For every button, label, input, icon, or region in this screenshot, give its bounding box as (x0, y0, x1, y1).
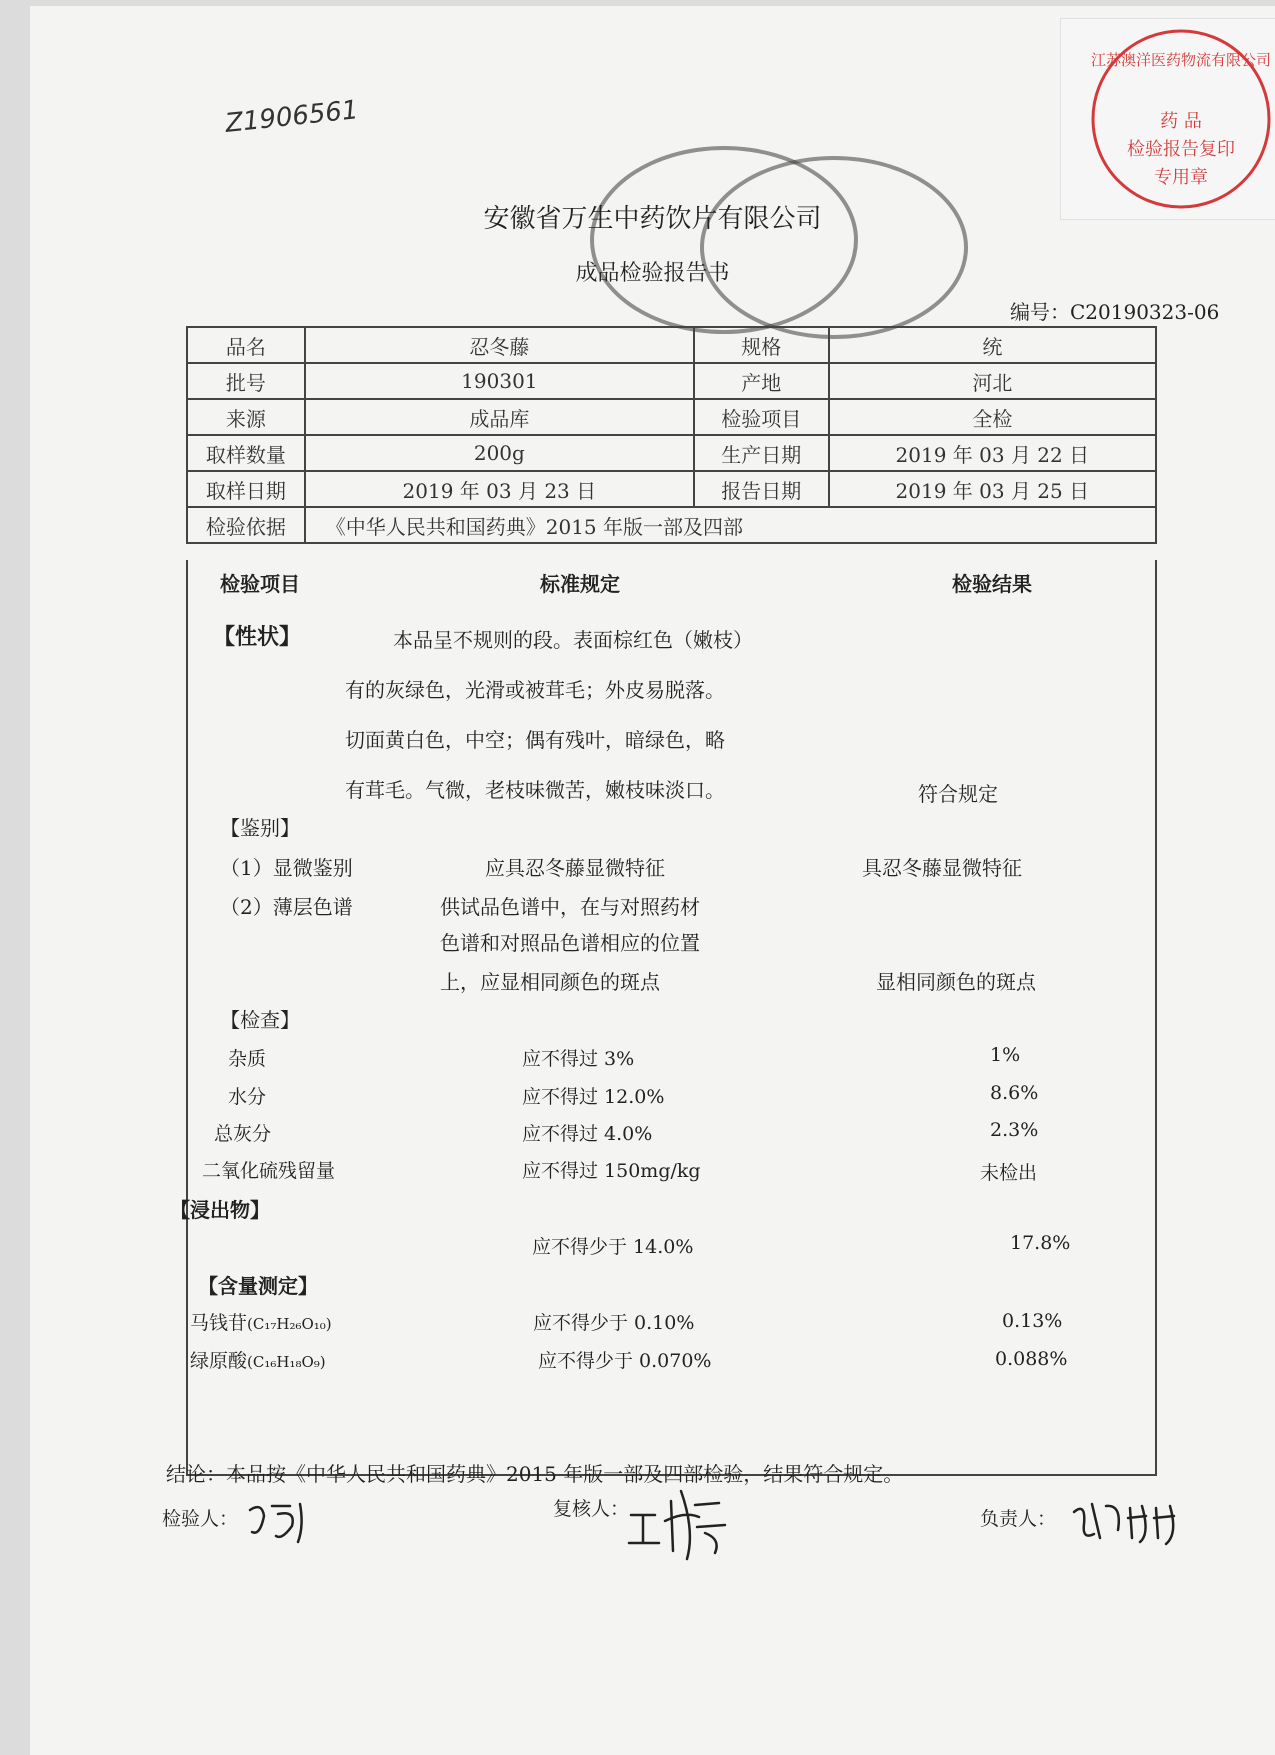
table-row (187, 435, 1156, 471)
jiancha-name: 杂质 (228, 1048, 267, 1070)
inspector-label: 检验人： (162, 1508, 239, 1530)
stamp-line-2: 检验报告复印 (1127, 139, 1235, 160)
product-name-value: 忍冬藤 (305, 327, 694, 363)
inspection-item-label: 检验项目 (694, 399, 829, 435)
jiancha-standard: 应不得过 150mg/kg (522, 1160, 701, 1182)
hanliang-name: 绿原酸 (190, 1350, 248, 1372)
tlc-label: （2）薄层色谱 (220, 895, 353, 919)
micro-label: （1）显微鉴别 (220, 856, 353, 880)
section-jianbie: 【鉴别】 (220, 816, 300, 840)
manager-signature (1070, 1494, 1190, 1552)
batch-value: 190301 (305, 363, 694, 399)
inspector-signature (242, 1496, 312, 1550)
hanliang-formula: (C₁₇H₂₆O₁₀) (247, 1315, 332, 1333)
basis-label: 检验依据 (187, 507, 305, 543)
hanliang-formula: (C₁₆H₁₈O₉) (247, 1353, 326, 1371)
micro-standard: 应具忍冬藤显微特征 (485, 856, 665, 880)
tlc-standard-line: 供试品色谱中，在与对照药材 (440, 895, 700, 919)
section-hanliang: 【含量测定】 (198, 1274, 318, 1298)
xingzhuang-result: 符合规定 (918, 782, 998, 806)
table-row (187, 507, 1156, 543)
origin-value: 河北 (829, 363, 1156, 399)
jiancha-result: 1% (990, 1044, 1021, 1066)
hanliang-result: 0.088% (995, 1348, 1068, 1370)
tlc-result: 显相同颜色的斑点 (876, 970, 1036, 994)
section-jiancha: 【检查】 (220, 1008, 300, 1032)
origin-label: 产地 (694, 363, 829, 399)
source-value: 成品库 (305, 399, 694, 435)
sample-date-value: 2019 年 03 月 23 日 (305, 471, 694, 507)
reviewer-signature (625, 1481, 735, 1565)
jinchuwu-standard: 应不得少于 14.0% (532, 1236, 694, 1258)
jiancha-name: 水分 (228, 1086, 267, 1108)
handwritten-code: Z1906561 (223, 95, 360, 139)
sample-qty-label: 取样数量 (187, 435, 305, 471)
table-row (187, 471, 1156, 507)
tlc-standard-line: 上，应显相同颜色的斑点 (440, 970, 660, 994)
source-label: 来源 (187, 399, 305, 435)
hanliang-standard: 应不得少于 0.070% (538, 1350, 712, 1372)
table-row (187, 399, 1156, 435)
jiancha-name: 二氧化硫残留量 (202, 1160, 336, 1182)
document-title: 成品检验报告书 (575, 261, 730, 286)
jiancha-name: 总灰分 (214, 1123, 272, 1145)
stamp-ring-text: 江苏澳洋医药物流有限公司 (1090, 51, 1271, 69)
jiancha-standard: 应不得过 4.0% (522, 1123, 653, 1145)
jinchuwu-result: 17.8% (1010, 1232, 1071, 1254)
xingzhuang-line: 有的灰绿色，光滑或被茸毛；外皮易脱落。 (345, 678, 725, 702)
xingzhuang-line: 有茸毛。气微，老枝味微苦，嫩枝味淡口。 (345, 778, 725, 802)
jiancha-result: 2.3% (990, 1119, 1039, 1141)
manager-label: 负责人： (980, 1508, 1057, 1530)
header-result: 检验结果 (952, 572, 1032, 596)
production-date-value: 2019 年 03 月 22 日 (829, 435, 1156, 471)
table-row (187, 327, 1156, 363)
report-date-value: 2019 年 03 月 25 日 (829, 471, 1156, 507)
section-jinchuwu: 【浸出物】 (170, 1198, 270, 1222)
report-page (30, 6, 1275, 1755)
info-table (186, 326, 1157, 544)
basis-value: 《中华人民共和国药典》2015 年版一部及四部 (305, 507, 1156, 543)
jiancha-standard: 应不得过 12.0% (522, 1086, 665, 1108)
xingzhuang-line: 切面黄白色，中空；偶有残叶，暗绿色，略 (345, 728, 725, 752)
stamp-line-1: 药 品 (1160, 111, 1202, 132)
hanliang-name: 马钱苷 (190, 1312, 248, 1334)
micro-result: 具忍冬藤显微特征 (862, 856, 1022, 880)
company-name: 安徽省万生中药饮片有限公司 (483, 204, 822, 234)
product-name-label: 品名 (187, 327, 305, 363)
company-stamp-right (700, 156, 968, 339)
table-row (187, 363, 1156, 399)
sample-date-label: 取样日期 (187, 471, 305, 507)
hanliang-row (190, 1308, 332, 1335)
header-item: 检验项目 (220, 572, 300, 596)
hanliang-result: 0.13% (1002, 1310, 1063, 1332)
header-standard: 标准规定 (540, 572, 620, 596)
hanliang-row (190, 1346, 326, 1373)
conclusion: 结论：本品按《中华人民共和国药典》2015 年版一部及四部检验，结果符合规定。 (166, 1462, 904, 1486)
hanliang-standard: 应不得少于 0.10% (533, 1312, 695, 1334)
sample-qty-value: 200g (305, 435, 694, 471)
jiancha-result: 未检出 (980, 1162, 1038, 1184)
spec-value: 统 (829, 327, 1156, 363)
copy-stamp (1060, 18, 1275, 220)
reviewer-label: 复核人： (553, 1498, 630, 1520)
spec-label: 规格 (694, 327, 829, 363)
stamp-line-3: 专用章 (1154, 167, 1208, 188)
inspection-item-value: 全检 (829, 399, 1156, 435)
document-number: 编号：C20190323-06 (1010, 300, 1220, 324)
jiancha-result: 8.6% (990, 1082, 1039, 1104)
tlc-standard-line: 色谱和对照品色谱相应的位置 (440, 931, 700, 955)
xingzhuang-line: 本品呈不规则的段。表面棕红色（嫩枝） (393, 628, 753, 652)
report-date-label: 报告日期 (694, 471, 829, 507)
jiancha-standard: 应不得过 3% (522, 1048, 635, 1070)
section-xingzhuang: 【性状】 (213, 624, 302, 650)
production-date-label: 生产日期 (694, 435, 829, 471)
batch-label: 批号 (187, 363, 305, 399)
